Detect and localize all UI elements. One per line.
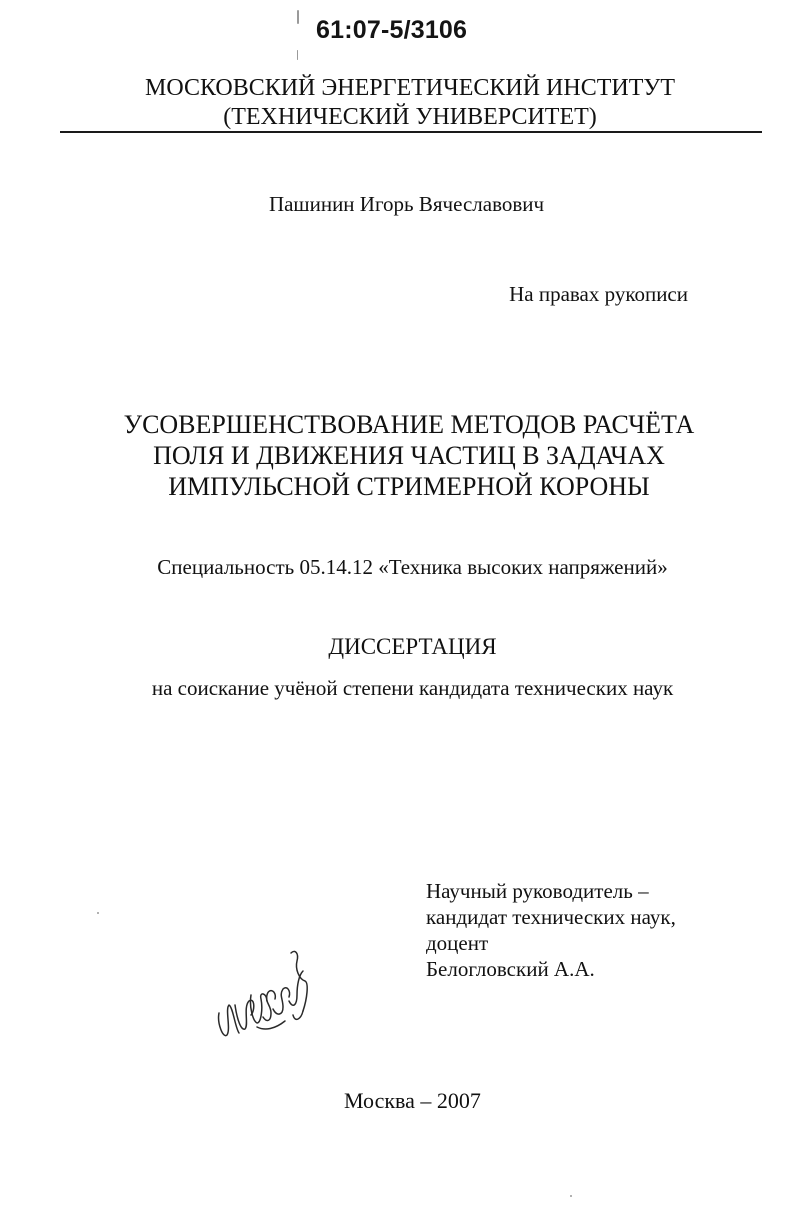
city-year: Москва – 2007 (344, 1088, 481, 1113)
scan-speck (97, 912, 99, 914)
supervisor-role: Научный руководитель – (426, 879, 649, 903)
author-name: Пашинин Игорь Вячеславович (268, 192, 545, 216)
handwritten-signature (205, 935, 325, 1060)
manuscript-rights-note: На правах рукописи (509, 282, 688, 306)
document-type-heading: ДИССЕРТАЦИЯ (328, 634, 497, 659)
institution-subtitle: (ТЕХНИЧЕСКИЙ УНИВЕРСИТЕТ) (223, 104, 597, 130)
scan-mark-top-2 (297, 50, 298, 60)
institution-name: МОСКОВСКИЙ ЭНЕРГЕТИЧЕСКИЙ ИНСТИТУТ (144, 75, 676, 101)
degree-line: на соискание учёной степени кандидата технических наук (151, 676, 674, 700)
institution-header (20, 74, 797, 132)
dissertation-title (14, 409, 797, 502)
supervisor-title: доцент (426, 931, 489, 955)
scan-speck (570, 1195, 572, 1197)
title-line: УСОВЕРШЕНСТВОВАНИЕ МЕТОДОВ РАСЧЁТА (123, 410, 695, 439)
header-divider (60, 131, 762, 133)
signature-icon (205, 935, 325, 1055)
supervisor-name: Белогловский А.А. (426, 957, 595, 981)
scan-mark-top (297, 10, 299, 24)
title-line: ИМПУЛЬСНОЙ СТРИМЕРНОЙ КОРОНЫ (168, 472, 650, 501)
title-line: ПОЛЯ И ДВИЖЕНИЯ ЧАСТИЦ В ЗАДАЧАХ (153, 441, 665, 470)
supervisor-degree: кандидат технических наук, (426, 905, 676, 929)
catalog-number: 61:07-5/3106 (316, 16, 468, 44)
supervisor-block (426, 878, 676, 982)
specialty-line: Специальность 05.14.12 «Техника высоких напряжений» (157, 555, 668, 579)
